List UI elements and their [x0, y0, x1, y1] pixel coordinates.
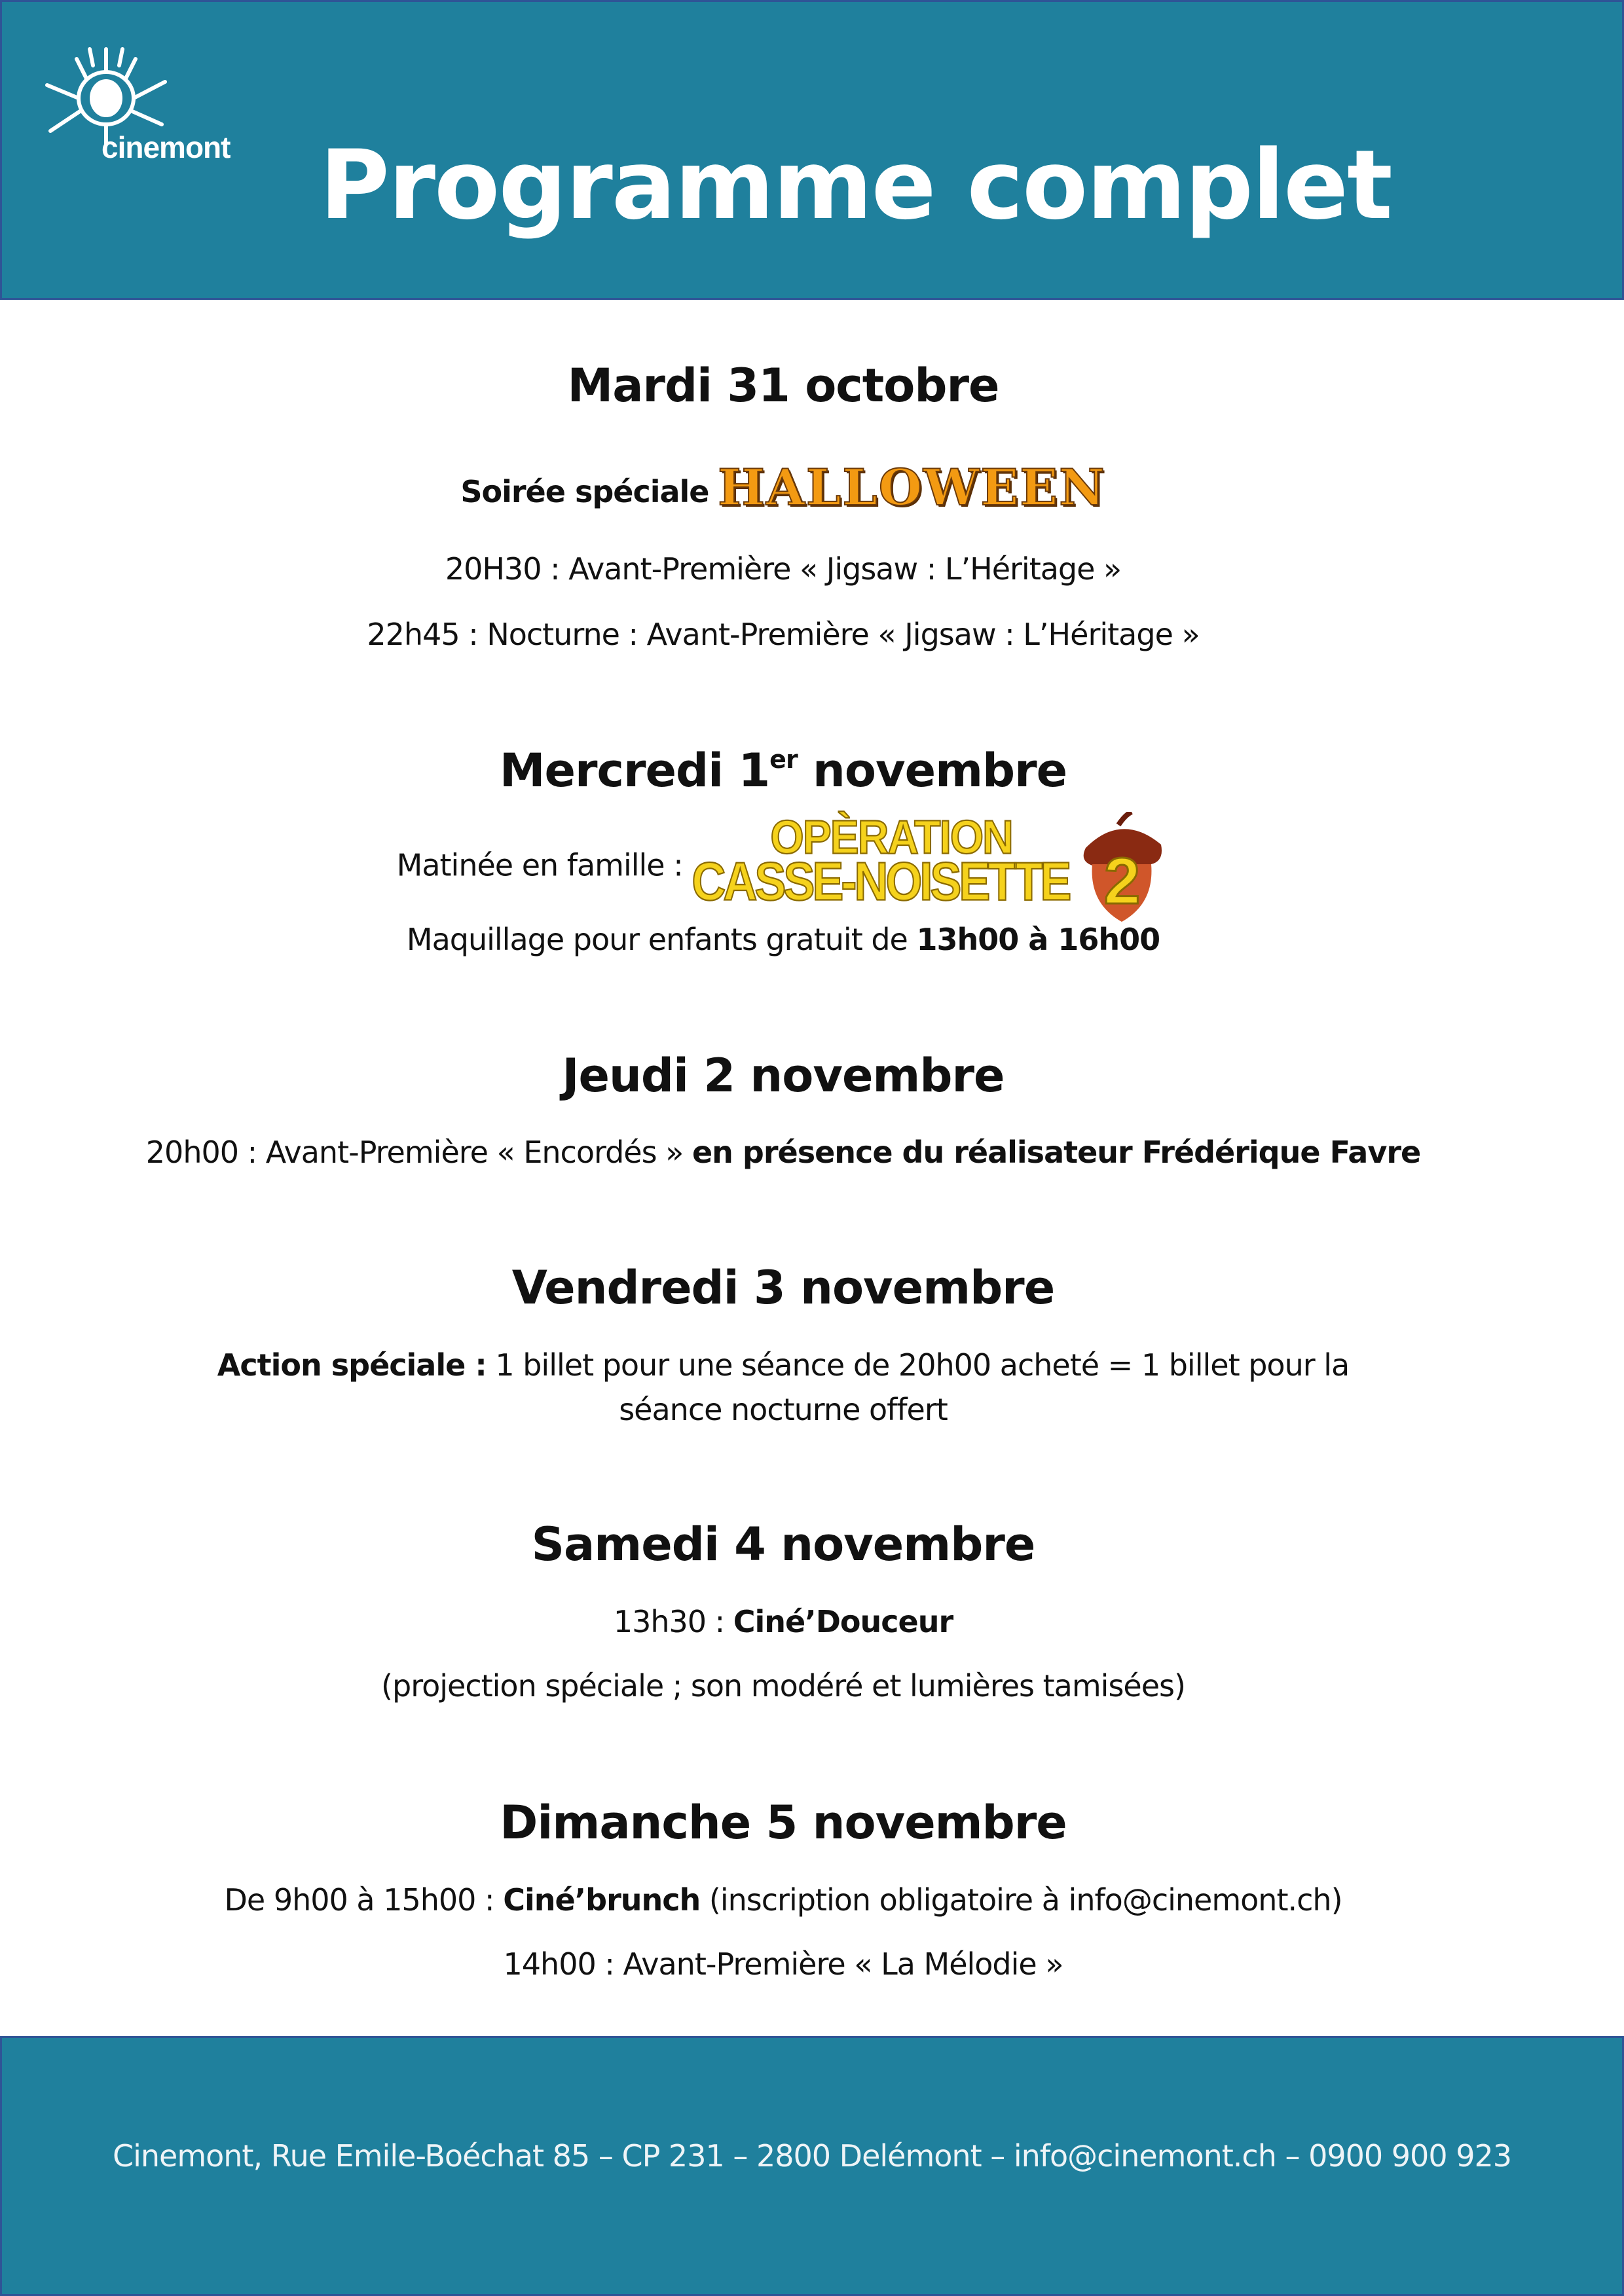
- day-heading: Samedi 4 novembre: [531, 1518, 1035, 1571]
- heading-text: Mercredi 1: [499, 744, 770, 797]
- acorn-icon: [1073, 812, 1171, 923]
- screening-text: 20h00 : Avant-Première « Encordés »: [145, 1135, 692, 1170]
- brunch-title: Ciné’brunch: [503, 1882, 701, 1918]
- makeup-text: Maquillage pour enfants gratuit de: [406, 922, 917, 957]
- special-label: Soirée spéciale: [460, 474, 709, 509]
- screening-title: Ciné’Douceur: [733, 1604, 953, 1639]
- email-link[interactable]: info@cinemont.ch: [1068, 1882, 1331, 1918]
- heading-text: novembre: [797, 744, 1067, 797]
- director-note: en présence du réalisateur Frédérique Favre: [692, 1135, 1421, 1170]
- halloween-logo: HALLOWEEN: [718, 458, 1106, 517]
- day-heading: [0, 744, 1566, 797]
- screening-line: 20H30 : Avant-Première « Jigsaw : L’Héritage »: [445, 551, 1122, 587]
- screening-note: (projection spéciale ; son modéré et lumières tamisées): [381, 1668, 1185, 1704]
- offer-line-2: séance nocturne offert: [619, 1392, 948, 1427]
- makeup-line: [0, 922, 1566, 957]
- offer-line: [0, 1347, 1566, 1383]
- day-heading: Dimanche 5 novembre: [500, 1796, 1067, 1850]
- halloween-line: [0, 458, 1566, 517]
- day-heading: Mardi 31 octobre: [567, 359, 999, 412]
- offer-text: 1 billet pour une séance de 20h00 acheté = 1 billet pour la: [486, 1347, 1350, 1383]
- screening-line: [0, 1604, 1566, 1639]
- brunch-line: [0, 1882, 1566, 1918]
- brunch-time: De 9h00 à 15h00 :: [224, 1882, 504, 1918]
- heading-sup: er: [769, 745, 798, 774]
- screening-line: 22h45 : Nocturne : Avant-Première « Jigsaw : L’Héritage »: [367, 617, 1200, 652]
- brunch-note: (inscription obligatoire à: [700, 1882, 1069, 1918]
- movie-logo-line1: OPÈRATION: [770, 810, 1012, 864]
- screening-time: 13h30 :: [613, 1604, 733, 1639]
- day-heading: Vendredi 3 novembre: [511, 1261, 1055, 1315]
- screening-line: 14h00 : Avant-Première « La Mélodie »: [503, 1946, 1063, 1982]
- day-heading: Jeudi 2 novembre: [562, 1049, 1005, 1102]
- brunch-note-end: ): [1331, 1882, 1342, 1918]
- offer-label: Action spéciale :: [217, 1347, 487, 1383]
- matinee-label: Matinée en famille :: [396, 847, 683, 883]
- movie-logo-number: 2: [1104, 845, 1140, 918]
- makeup-time: 13h00 à 16h00: [916, 922, 1160, 957]
- logo-text: cinemont: [101, 130, 231, 164]
- movie-logo-line2: CASSE-NOISETTE: [692, 852, 1069, 912]
- screening-line: [0, 1135, 1566, 1170]
- page-title: Programme complet: [320, 130, 1392, 241]
- matinee-line: [0, 812, 1566, 923]
- footer-contact: Cinemont, Rue Emile-Boéchat 85 – CP 231 – 2800 Delémont – info@cinemont.ch – 0900 900 923: [112, 2138, 1512, 2174]
- movie-logo: [692, 812, 1170, 923]
